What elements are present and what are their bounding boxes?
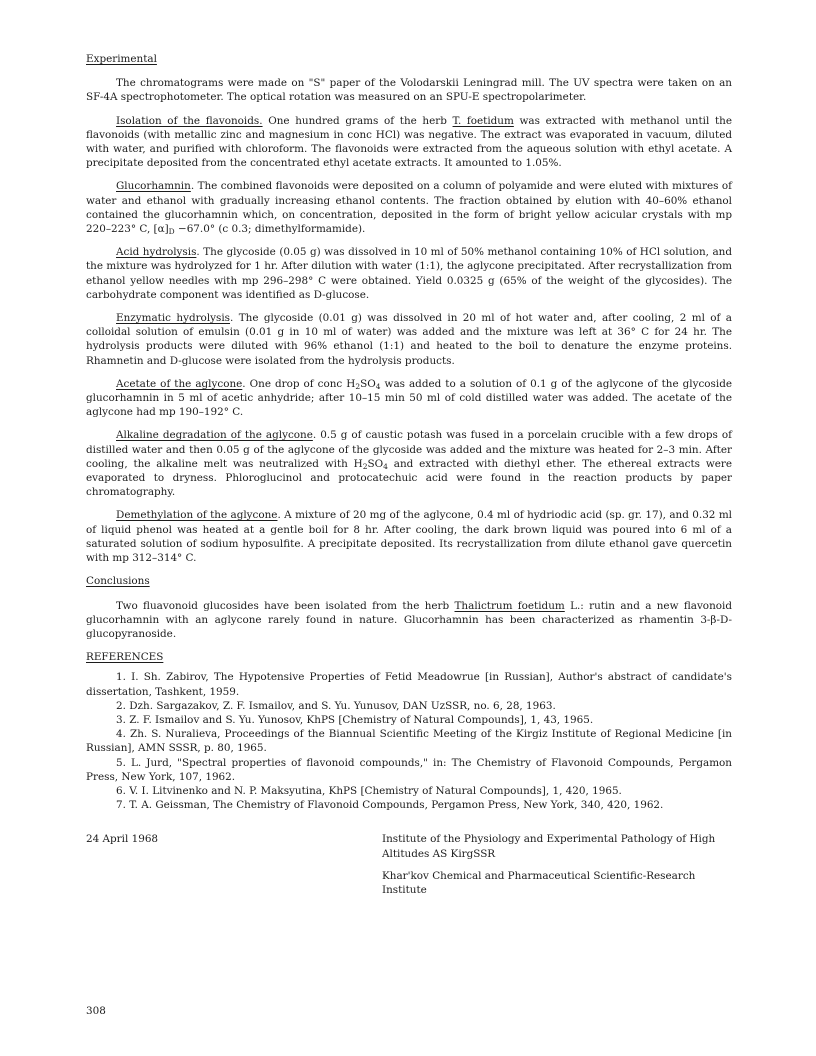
- demethylation-paragraph: [86, 508, 732, 565]
- acetate-text-part: SO: [360, 377, 376, 390]
- demethylation-text: . A mixture of 20 mg of the aglycone, 0.4 ml of hydriodic acid (sp. gr. 17), and 0.32 ml of liquid phenol was heated at a gentle boil for 8 hr. After cooling, the dark brown liquid was poured into 6 ml of a saturated solution of sodium hyposulfite. A precipitate deposited. Its recrystallization from dilute ethanol gave quercetin with mp 312–314° C.: [86, 509, 732, 565]
- references-list: [86, 670, 732, 812]
- conclusions-heading: Conclusions: [86, 575, 150, 588]
- affiliation-1: Institute of the Physiology and Experimental Pathology of High Altitudes AS KirgSSR: [382, 833, 716, 860]
- formula-subscript: 2: [355, 381, 361, 391]
- acid-hydrolysis-text: . The glycoside (0.05 g) was dissolved in 10 ml of 50% methanol containing 10% of HCl solution, and the mixture was hydrolyzed for 1 hr. After dilution with water (1:1), the aglycone precipitated. After recrystallization from ethanol yellow needles with mp 296–298° C were obtained. Yield 0.0325 g (65% of the weight of the glycosides). The carbohydrate component was identified as D-glucose.: [86, 246, 732, 301]
- glucorhamnin-text-end: −67.0° (c 0.3; dimethylformamide).: [174, 223, 366, 236]
- formula-subscript: 4: [375, 381, 381, 391]
- reference-item: 5. L. Jurd, "Spectral properties of flavonoid compounds," in: The Chemistry of Flavonoid Compounds, Pergamon Press, New York, 107, 1962.: [86, 756, 732, 783]
- reference-item: 3. Z. F. Ismailov and S. Yu. Yunosov, KhPS [Chemistry of Natural Compounds], 1, 43, 1965.: [116, 713, 594, 726]
- alkaline-degradation-label: Alkaline degradation of the aglycone: [116, 429, 313, 442]
- conclusions-section: [86, 574, 732, 588]
- acid-hydrolysis-paragraph: [86, 245, 732, 302]
- page-number: 308: [86, 1005, 106, 1017]
- species-name: Thalictrum foetidum: [454, 599, 565, 612]
- enzymatic-hydrolysis-label: Enzymatic hydrolysis: [116, 312, 230, 325]
- conclusions-paragraph: [86, 599, 732, 642]
- enzymatic-hydrolysis-text: . The glycoside (0.01 g) was dissolved in 20 ml of hot water and, after cooling, 2 ml of a colloidal solution of emulsin (0.01 g in 10 ml of water) was added and the mixture was left at 36° C for 24 hr. The hydrolysis products were diluted with 96% ethanol (1:1) and heated to the boil to denature the enzyme proteins. Rhamnetin and D-glucose were isolated from the hydrolysis products.: [86, 312, 732, 367]
- experimental-heading: Experimental: [86, 53, 157, 65]
- footer-block: [86, 832, 732, 924]
- conclusions-text-part: Two fluavonoid glucosides have been isolated from the herb: [116, 599, 455, 612]
- acetate-label: Acetate of the aglycone: [116, 377, 243, 390]
- isolation-text-part: One hundred grams of the herb: [262, 114, 453, 127]
- affiliations: [382, 832, 732, 897]
- formula-subscript: 4: [383, 461, 388, 471]
- species-name: T. foetidum: [452, 114, 514, 127]
- acetate-paragraph: [86, 377, 732, 420]
- experimental-intro-text: The chromatograms were made on "S" paper of the Volodarskii Leningrad mill. The UV spectra were taken on an SF-4A spectrophotometer. The optical rotation was measured on an SPU-E spectropolarimeter.: [86, 77, 732, 104]
- reference-item: 2. Dzh. Sargazakov, Z. F. Ismailov, and S. Yu. Yunusov, DAN UzSSR, no. 6, 28, 1963.: [116, 699, 556, 712]
- references-heading: REFERENCES: [86, 651, 164, 664]
- isolation-paragraph: [86, 114, 732, 171]
- rotation-subscript: D: [168, 227, 175, 237]
- isolation-text-part: was extracted with methanol until the flavonoids (with metallic zinc and magnesium in conc HCl) was negative. The extract was evaporated in vacuum, diluted with water, and purified with chloroform. The flavonoids were extracted from the aqueous solution with ethyl acetate. A precipitate deposited from the concentrated ethyl acetate extracts. It amounted to 1.05%.: [86, 114, 732, 170]
- received-date: 24 April 1968: [86, 833, 159, 846]
- enzymatic-hydrolysis-paragraph: [86, 311, 732, 368]
- isolation-label: Isolation of the flavonoids.: [116, 114, 263, 127]
- alkaline-text-part: . 0.5 g of caustic potash was fused in a porcelain crucible with a few drops of distilled water and then 0.05 g of the aglycone of the glycoside was added and the mixture was heated for 2–3 min. After cooling, the alkaline melt was neutralized with H: [86, 429, 732, 470]
- acid-hydrolysis-label: Acid hydrolysis: [116, 246, 197, 259]
- reference-item: 6. V. I. Litvinenko and N. P. Maksyutina, KhPS [Chemistry of Natural Compounds], 1, 420, 1965.: [116, 784, 622, 797]
- demethylation-label: Demethylation of the aglycone: [116, 509, 278, 522]
- reference-item: 1. I. Sh. Zabirov, The Hypotensive Properties of Fetid Meadowrue [in Russian], Author's abstract of candidate's dissertation, Tashkent, 1959.: [86, 671, 732, 698]
- glucorhamnin-paragraph: [86, 179, 732, 236]
- references-section: [86, 650, 732, 664]
- reference-item: 4. Zh. S. Nuralieva, Proceedings of the Biannual Scientific Meeting of the Kirgiz Institute of Regional Medicine [in Russian], AMN SSSR, p. 80, 1965.: [86, 728, 732, 755]
- experimental-section: [86, 52, 732, 66]
- glucorhamnin-label: Glucorhamnin: [116, 180, 191, 193]
- acetate-text-part: was added to a solution of 0.1 g of the aglycone of the glycoside glucorhamnin in 5 ml of acetic anhydride; after 10–15 min 50 ml of cold distilled water was added. The acetate of the aglycone had mp 190–192° C.: [86, 377, 733, 419]
- alkaline-degradation-paragraph: [86, 428, 732, 499]
- acetate-text-part: . One drop of conc H: [242, 377, 356, 390]
- glucorhamnin-text: . The combined flavonoids were deposited on a column of polyamide and were eluted with mixtures of water and ethanol with gradually increasing ethanol contents. The fraction obtained by elution with 40–60% ethanol contained the glucorhamnin which, on concentration, deposited in the form of bright yellow acicular crystals with mp 220–223° C, [α]: [86, 180, 732, 236]
- affiliation-2: Khar'kov Chemical and Pharmaceutical Scientific-Research Institute: [382, 869, 696, 896]
- reference-item: 7. T. A. Geissman, The Chemistry of Flavonoid Compounds, Pergamon Press, New York, 340, 420, 1962.: [116, 799, 664, 812]
- article-page: [86, 52, 732, 924]
- alkaline-text-part: and extracted with diethyl ether. The ethereal extracts were evaporated to dryness. Phloroglucinol and protocatechuic acid were found in the reaction products by paper chromatography.: [86, 457, 732, 499]
- experimental-intro-paragraph: [86, 76, 732, 104]
- formula-subscript: 2: [362, 461, 368, 471]
- conclusions-text-part: L.: rutin and a new flavonoid glucorhamnin with an aglycone rarely found in nature. Glucorhamnin has been characterized as rhamentin 3-β-D-glucopyranoside.: [86, 599, 732, 640]
- alkaline-text-part: SO: [367, 457, 384, 470]
